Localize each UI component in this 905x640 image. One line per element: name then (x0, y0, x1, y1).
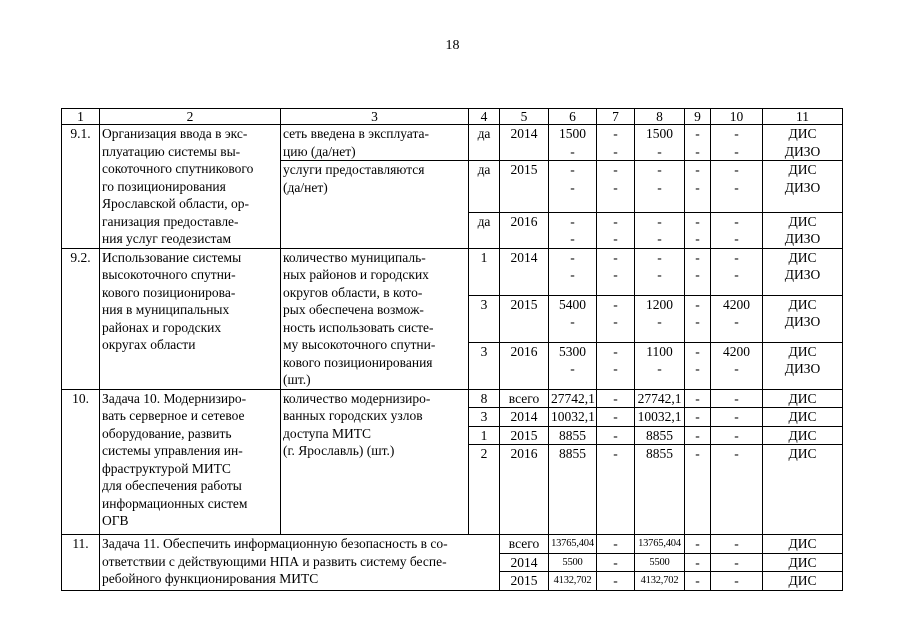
indicator-text: сеть введена в эксплуата- цию (да/нет) (281, 125, 469, 161)
year-cell: 2015 (500, 426, 549, 445)
executor-cell: ДИС ДИЗО (763, 125, 843, 161)
amount-cell: - (597, 572, 635, 591)
executor-cell: ДИС (763, 535, 843, 554)
indicator-value: да (469, 161, 500, 213)
amount-cell: - (685, 445, 711, 535)
indicator-value: 3 (469, 342, 500, 389)
header-cell: 2 (100, 109, 281, 125)
program-table (61, 108, 843, 591)
year-cell: 2015 (500, 161, 549, 213)
amount-cell: - - (549, 161, 597, 213)
year-cell: 2016 (500, 212, 549, 248)
measure-text: Организация ввода в экс- плуатацию системы вы- сокоточного спутникового го позиционирования Ярославской области, ор- ганизация предоставле- ния услуг геодезистам (100, 125, 281, 249)
amount-cell: - - (635, 212, 685, 248)
row-number: 9.1. (62, 125, 100, 249)
amount-cell: 27742,1 (635, 389, 685, 408)
amount-cell: - (711, 445, 763, 535)
amount-cell: 10032,1 (635, 408, 685, 427)
year-cell: 2016 (500, 445, 549, 535)
indicator-value: 3 (469, 295, 500, 342)
amount-cell: - - (549, 212, 597, 248)
amount-cell: - (685, 572, 711, 591)
amount-cell: - - (685, 161, 711, 213)
amount-cell: 8855 (635, 445, 685, 535)
indicator-text: услуги предоставляются (да/нет) (281, 161, 469, 249)
amount-cell: - - (635, 161, 685, 213)
amount-cell: - - (685, 248, 711, 295)
amount-cell: - - (711, 161, 763, 213)
row-number: 9.2. (62, 248, 100, 389)
executor-cell: ДИС (763, 426, 843, 445)
amount-cell: 5500 (635, 553, 685, 572)
indicator-value: 1 (469, 426, 500, 445)
amount-cell: - - (597, 248, 635, 295)
measure-text: Задача 10. Модернизиро- вать серверное и сетевое оборудование, развить системы управления ин- фраструктурой МИТС для обеспечения работы информационных систем ОГВ (100, 389, 281, 535)
page-number: 18 (445, 38, 460, 53)
year-cell: всего (500, 535, 549, 554)
executor-cell: ДИС (763, 445, 843, 535)
row-number: 10. (62, 389, 100, 535)
amount-cell: - - (597, 125, 635, 161)
table-row (62, 535, 843, 554)
header-cell: 6 (549, 109, 597, 125)
header-cell: 4 (469, 109, 500, 125)
amount-cell: - (685, 408, 711, 427)
year-cell: 2016 (500, 342, 549, 389)
executor-cell: ДИС (763, 408, 843, 427)
executor-cell: ДИС (763, 553, 843, 572)
amount-cell: - (711, 426, 763, 445)
amount-cell: - (711, 408, 763, 427)
amount-cell: 4132,702 (635, 572, 685, 591)
table-row (62, 248, 843, 295)
amount-cell: - - (597, 212, 635, 248)
amount-cell: - (597, 553, 635, 572)
amount-cell: 4200 - (711, 295, 763, 342)
amount-cell: 5400 - (549, 295, 597, 342)
amount-cell: - - (711, 212, 763, 248)
year-cell: 2014 (500, 553, 549, 572)
indicator-value: 2 (469, 445, 500, 535)
amount-cell: - - (635, 248, 685, 295)
amount-cell: - (685, 389, 711, 408)
amount-cell: 8855 (549, 445, 597, 535)
amount-cell: - (597, 535, 635, 554)
amount-cell: 13765,404 (635, 535, 685, 554)
executor-cell: ДИС (763, 572, 843, 591)
amount-cell: - (711, 572, 763, 591)
indicator-value: 8 (469, 389, 500, 408)
table-row (62, 125, 843, 161)
amount-cell: - (597, 389, 635, 408)
year-cell: 2015 (500, 572, 549, 591)
amount-cell: - - (711, 248, 763, 295)
amount-cell: 1100 - (635, 342, 685, 389)
amount-cell: 13765,404 (549, 535, 597, 554)
header-cell: 9 (685, 109, 711, 125)
executor-cell: ДИС (763, 389, 843, 408)
amount-cell: 1500 - (549, 125, 597, 161)
amount-cell: 8855 (635, 426, 685, 445)
indicator-text: количество модернизиро- ванных городских узлов доступа МИТС (г. Ярославль) (шт.) (281, 389, 469, 535)
indicator-value: 3 (469, 408, 500, 427)
amount-cell: - (597, 426, 635, 445)
amount-cell: - (685, 553, 711, 572)
header-cell: 7 (597, 109, 635, 125)
amount-cell: - - (685, 342, 711, 389)
header-cell: 10 (711, 109, 763, 125)
amount-cell: 1500 - (635, 125, 685, 161)
amount-cell: - (685, 535, 711, 554)
executor-cell: ДИС ДИЗО (763, 342, 843, 389)
amount-cell: - - (685, 212, 711, 248)
task-text: Задача 11. Обеспечить информационную безопасность в со- ответствии с действующими НПА и развить систему беспе- ребойного функционирования МИТС (100, 535, 500, 591)
amount-cell: 10032,1 (549, 408, 597, 427)
header-cell: 11 (763, 109, 843, 125)
amount-cell: - - (597, 342, 635, 389)
amount-cell: - (711, 389, 763, 408)
executor-cell: ДИС ДИЗО (763, 248, 843, 295)
year-cell: 2014 (500, 408, 549, 427)
indicator-text: количество муниципаль- ных районов и городских округов области, в кото- рых обеспечена возмож- ность использовать систе- му высокоточного спутни- кового позиционирования (шт.) (281, 248, 469, 389)
amount-cell: - - (597, 295, 635, 342)
indicator-value: да (469, 212, 500, 248)
amount-cell: 27742,1 (549, 389, 597, 408)
amount-cell: - - (685, 125, 711, 161)
executor-cell: ДИС ДИЗО (763, 295, 843, 342)
header-cell: 8 (635, 109, 685, 125)
measure-text: Использование системы высокоточного спутни- кового позиционирова- ния в муниципальных районах и городских округах области (100, 248, 281, 389)
indicator-value: 1 (469, 248, 500, 295)
header-row (62, 109, 843, 125)
amount-cell: 5300 - (549, 342, 597, 389)
year-cell: всего (500, 389, 549, 408)
amount-cell: - - (549, 248, 597, 295)
amount-cell: 5500 (549, 553, 597, 572)
indicator-value: да (469, 125, 500, 161)
amount-cell: 4132,702 (549, 572, 597, 591)
header-cell: 3 (281, 109, 469, 125)
amount-cell: - - (597, 161, 635, 213)
header-cell: 1 (62, 109, 100, 125)
amount-cell: - (711, 535, 763, 554)
executor-cell: ДИС ДИЗО (763, 212, 843, 248)
amount-cell: - (597, 445, 635, 535)
executor-cell: ДИС ДИЗО (763, 161, 843, 213)
table-row (62, 389, 843, 408)
amount-cell: 8855 (549, 426, 597, 445)
amount-cell: - (685, 426, 711, 445)
year-cell: 2014 (500, 248, 549, 295)
amount-cell: - - (711, 125, 763, 161)
year-cell: 2014 (500, 125, 549, 161)
amount-cell: 1200 - (635, 295, 685, 342)
amount-cell: - (711, 553, 763, 572)
year-cell: 2015 (500, 295, 549, 342)
header-cell: 5 (500, 109, 549, 125)
row-number: 11. (62, 535, 100, 591)
amount-cell: - - (685, 295, 711, 342)
amount-cell: - (597, 408, 635, 427)
table-body (62, 109, 843, 591)
amount-cell: 4200 - (711, 342, 763, 389)
